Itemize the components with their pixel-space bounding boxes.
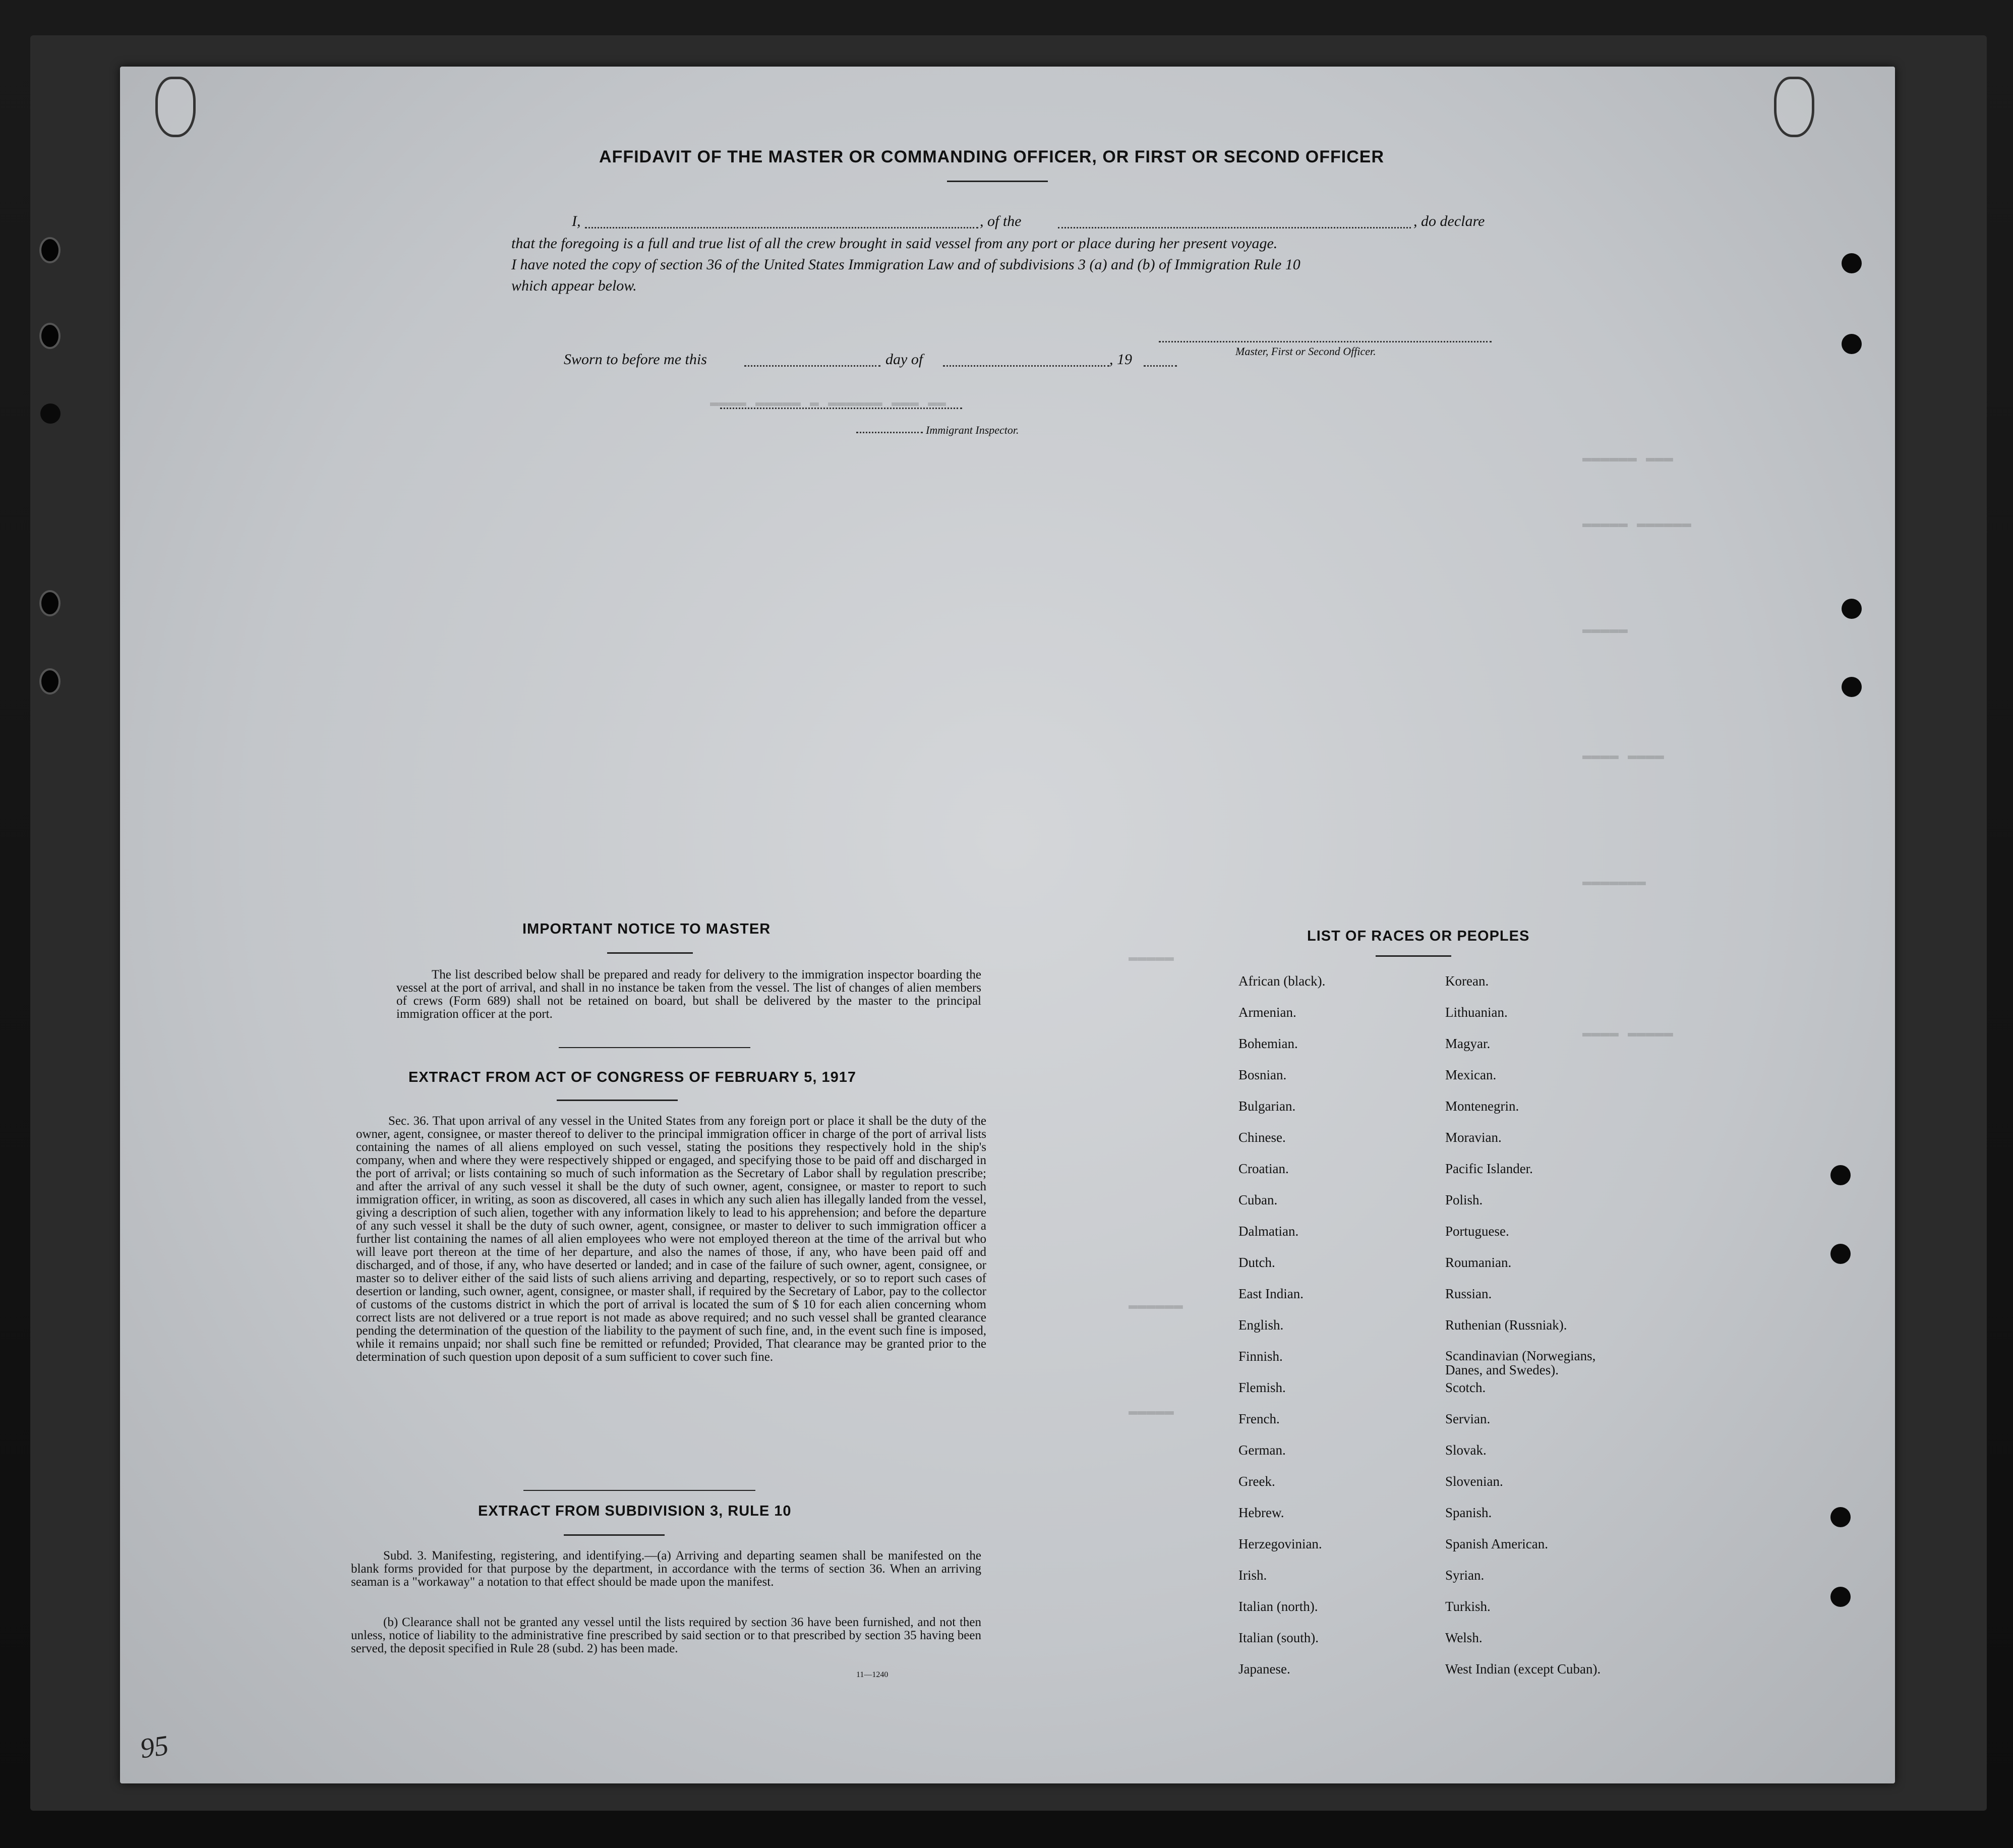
race-item: East Indian. [1238,1286,1304,1301]
rule-extract-underline [564,1534,665,1536]
bleed-through-texture: ▬▬▬▬▬ [1582,621,1628,639]
day-of-label: day of [885,351,923,368]
race-item: Scandinavian (Norwegians, Danes, and Swedes). [1445,1348,1596,1377]
master-signature-blank [1159,341,1492,342]
affidavit-title: AFFIDAVIT OF THE MASTER OR COMMANDING OFFICER, OR FIRST OR SECOND OFFICER [599,147,1384,166]
act-extract-divider [523,1490,755,1491]
punch-hole-icon [1842,677,1862,697]
title-underline [947,181,1048,182]
race-item: Bohemian. [1238,1036,1298,1051]
race-item: Roumanian. [1445,1255,1512,1270]
race-item: Chinese. [1238,1130,1286,1145]
race-item: Lithuanian. [1445,1005,1508,1020]
notice-title: IMPORTANT NOTICE TO MASTER [522,921,771,937]
affidavit-do-declare: , do declare [1413,213,1485,229]
race-item: Moravian. [1445,1130,1502,1145]
race-item: Italian (south). [1238,1630,1319,1645]
punch-hole-icon [1830,1507,1851,1527]
bleed-through-texture: ▬▬▬▬ ▬▬▬▬▬ [1582,1025,1674,1042]
sworn-label: Sworn to before me this [564,351,707,368]
margin-note: 95 [138,1729,171,1765]
sworn-year-blank [1144,365,1177,367]
race-item: Portuguese. [1445,1224,1509,1239]
race-item: Mexican. [1445,1067,1497,1082]
bleed-through-texture: ▬▬▬▬ ▬▬▬▬▬ ▬ ▬▬▬▬▬▬ ▬▬▬ ▬▬ [710,394,946,412]
race-item: Turkish. [1445,1599,1491,1614]
race-item: Finnish. [1238,1349,1283,1364]
race-item: Croatian. [1238,1161,1289,1176]
race-item: Pacific Islander. [1445,1161,1533,1176]
inspector-caption: Immigrant Inspector. [926,424,1019,436]
race-item: West Indian (except Cuban). [1445,1661,1601,1677]
rule-extract-text-b: (b) Clearance shall not be granted any vessel until the lists required by section 36 have been furnished, and not then unless, notice of liability to the administrative fine prescribed by said section or to that prescribed by section 35 having been served, the deposit specified in Rule 28 (subd. 2) has been made. [351,1615,981,1655]
race-item: African (black). [1238,973,1326,989]
race-item: Montenegrin. [1445,1099,1519,1114]
affidavit-of-the: , of the [980,213,1022,229]
punch-hole-icon [1842,334,1862,354]
bleed-through-texture: ▬▬▬▬▬ [1129,949,1174,966]
race-item: Bosnian. [1238,1067,1287,1082]
rule-extract-title: EXTRACT FROM SUBDIVISION 3, RULE 10 [478,1503,792,1519]
race-item: Spanish. [1445,1505,1492,1520]
notice-divider [559,1047,750,1048]
race-item: Flemish. [1238,1380,1286,1395]
race-item: Irish. [1238,1568,1267,1583]
year-label: , 19 [1109,351,1132,368]
race-item: Slovak. [1445,1442,1487,1458]
race-item: Korean. [1445,973,1489,989]
race-item: Dalmatian. [1238,1224,1299,1239]
punch-hole-icon [1830,1165,1851,1185]
races-underline [1376,955,1451,957]
punch-hole-icon [39,668,61,695]
race-item: Servian. [1445,1411,1491,1426]
binding-clip-icon [155,77,196,137]
master-caption: Master, First or Second Officer. [1235,345,1376,358]
punch-hole-icon [1842,599,1862,619]
punch-hole-icon [39,237,61,263]
act-extract-underline [557,1100,678,1101]
form-number: 11—1240 [856,1670,889,1679]
bleed-through-texture: ▬▬▬▬▬▬▬ [1582,874,1646,891]
inspector-signature-blank-2 [856,432,923,433]
race-item: English. [1238,1317,1284,1333]
race-item: Armenian. [1238,1005,1296,1020]
affidavit-line-2: that the foregoing is a full and true list of all the crew brought in said vessel from any port or place during her present voyage. [511,235,1278,252]
act-extract-text: Sec. 36. That upon arrival of any vessel in the United States from any foreign port or place it shall be the duty of the owner, agent, consignee, or master thereof to deliver to the principal immigration officer in charge of the port of arrival lists containing the names of all aliens employed on such vessel, stating the positions they respectively hold in the ship's company, when and where they were respectively shipped or engaged, and specifying those to be paid off and discharged in the port of arrival; or lists containing so much of such information as the Secretary of Labor shall by regulation prescribe; and after the arrival of any such vessel it shall be the duty of such owner, agent, consignee, or master to report to such immigration officer, in writing, as soon as discovered, all cases in which any such alien has illegally landed from the vessel, giving a description of such alien, together with any information likely to lead to his apprehension; and before the departure of any such vessel it shall be the duty of such owner, agent, consignee, or master to deliver to such immigration officer a further list containing the names of all alien employees who were not employed thereon at the time of the arrival but who will leave port thereon at the time of her departure, and also the names of those, if any, who have been paid off and discharged, and of those, if any, who have deserted or landed; and in case of the failure of such owner, agent, consignee, or master so to deliver either of the said lists of such aliens arriving and departing, respectively, or so to report such cases of desertion or landing, such owner, agent, consignee, or master shall, if required by the Secretary of Labor, pay to the collector of customs of the customs district in which the port of arrival is located the sum of $ 10 for each alien concerning whom correct lists are not delivered or a true report is not made as above required; and no such vessel shall be granted clearance pending the determination of the question of the liability to the payment of such fine, and, in the event such fine is imposed, while it remains unpaid; nor shall such fine be remitted or refunded; Provided, That clearance may be granted prior to the determination of such question upon deposit of a sum sufficient to cover such fine. [356,1114,986,1364]
race-item: Spanish American. [1445,1536,1548,1551]
race-item: French. [1238,1411,1280,1426]
bleed-through-texture: ▬▬▬▬ ▬▬▬▬ [1582,747,1665,765]
inspector-signature-blank [720,408,962,409]
race-item: Greek. [1238,1474,1275,1489]
race-item: Russian. [1445,1286,1492,1301]
races-title: LIST OF RACES OR PEOPLES [1307,928,1530,944]
race-item: Polish. [1445,1192,1483,1207]
bleed-through-texture: ▬▬▬▬▬ [1129,1403,1174,1420]
affidavit-line-3: I have noted the copy of section 36 of the United States Immigration Law and of subdivisions 3 (a) and (b) of Immigration Rule 10 [511,256,1300,273]
race-item: Hebrew. [1238,1505,1284,1520]
affidavit-line-4: which appear below. [511,277,637,294]
act-extract-title: EXTRACT FROM ACT OF CONGRESS OF FEBRUARY 5, 1917 [408,1069,857,1085]
race-item: German. [1238,1442,1286,1458]
name-blank [585,227,978,228]
punch-hole-icon [40,403,61,424]
bleed-through-texture: ▬▬▬▬▬▬ ▬▬▬ [1582,450,1674,467]
race-item: Japanese. [1238,1661,1290,1677]
punch-hole-icon [1830,1244,1851,1264]
binding-clip-icon [1774,77,1814,137]
race-item: Italian (north). [1238,1599,1318,1614]
bleed-through-texture: ▬▬▬▬▬▬ [1129,1297,1183,1314]
race-item: Syrian. [1445,1568,1485,1583]
sworn-day-blank [744,365,880,367]
sworn-month-blank [943,365,1109,367]
race-item: Slovenian. [1445,1474,1503,1489]
punch-hole-icon [1842,253,1862,273]
bleed-through-texture: ▬▬▬▬▬ ▬▬▬▬▬▬ [1582,515,1692,533]
race-item: Magyar. [1445,1036,1491,1051]
race-item: Scotch. [1445,1380,1486,1395]
race-item: Bulgarian. [1238,1099,1296,1114]
punch-hole-icon [39,323,61,349]
rule-extract-text-a: Subd. 3. Manifesting, registering, and identifying.—(a) Arriving and departing seamen shall be manifested on the blank forms provided for that purpose by the department, in accordance with the terms of section 36. When an arriving seaman is a "workaway" a notation to that effect should be made upon the manifest. [351,1549,981,1589]
notice-underline [607,952,693,954]
crew-list-form-back [120,67,1895,1783]
race-item: Welsh. [1445,1630,1483,1645]
notice-text: The list described below shall be prepared and ready for delivery to the immigration inspector boarding the vessel at the port of arrival, and shall in no instance be taken from the vessel. The list of changes of alien members of crews (Form 689) shall not be retained on board, but shall be delivered by the master to the principal immigration officer at the port. [396,968,981,1021]
affidavit-i: I, [572,213,581,229]
race-item: Cuban. [1238,1192,1278,1207]
race-item: Dutch. [1238,1255,1275,1270]
punch-hole-icon [1830,1587,1851,1607]
vessel-blank [1058,227,1411,228]
race-item: Herzegovinian. [1238,1536,1322,1551]
race-item: Ruthenian (Russniak). [1445,1317,1567,1333]
punch-hole-icon [39,590,61,616]
